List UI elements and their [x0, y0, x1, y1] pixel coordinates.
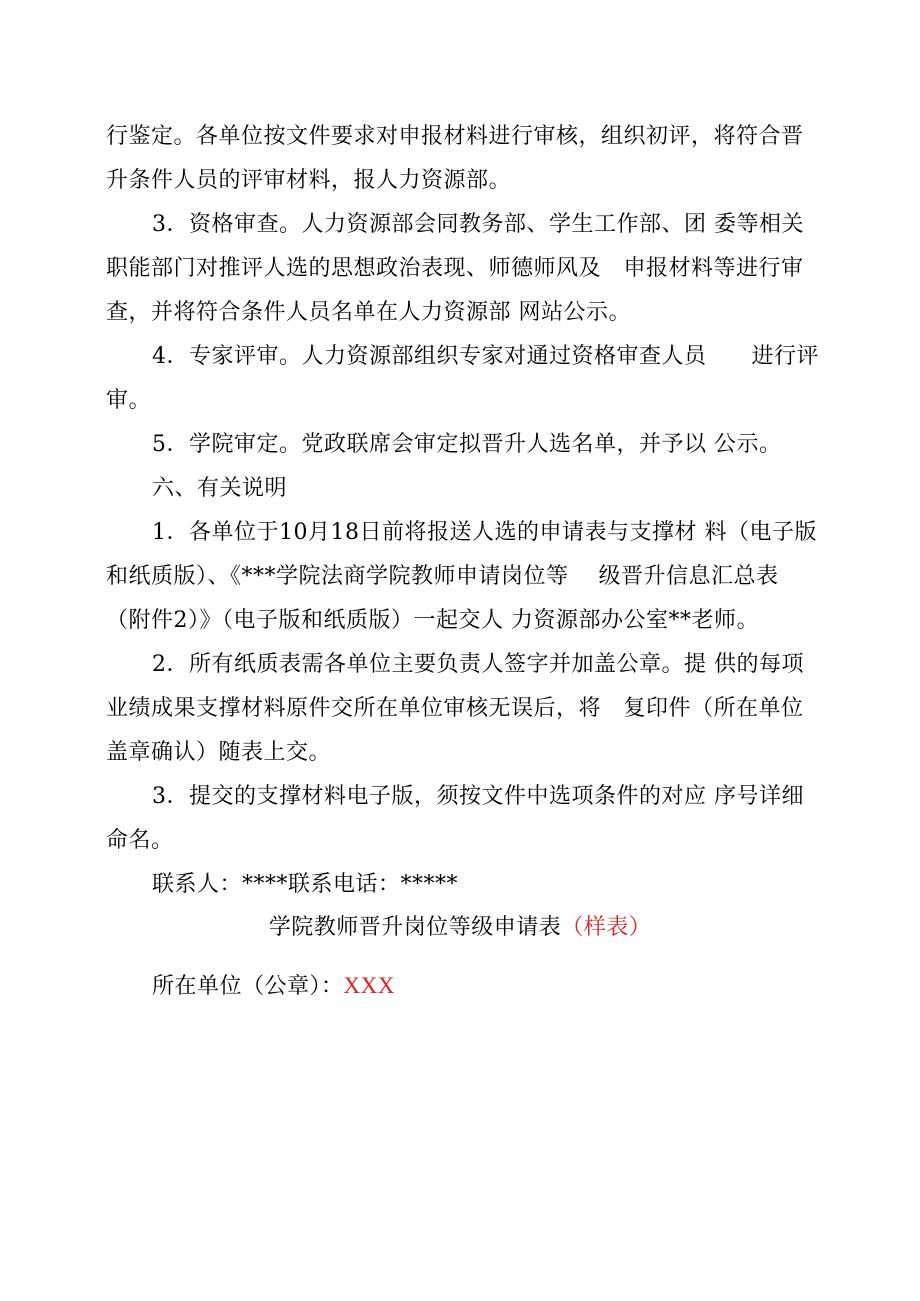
- section-heading: 六、有关说明: [152, 476, 288, 501]
- unit-value: XXX: [343, 973, 395, 998]
- paragraph-line: 1．各单位于10月18日前将报送人选的申请表与支撑材 料（电子版: [152, 520, 817, 545]
- paragraph-line: 审。: [106, 388, 152, 413]
- paragraph-line: 查，并将符合条件人员名单在人力资源部 网站公示。: [106, 300, 631, 325]
- form-title-main: 学院教师晋升岗位等级申请表: [268, 915, 562, 940]
- paragraph-line: 5．学院审定。党政联席会审定拟晋升人选名单，并予以 公示。: [152, 432, 782, 457]
- paragraph-line: 业绩成果支撑材料原件交所在单位审核无误后，将 复印件（所在单位: [106, 696, 804, 721]
- form-title: [0, 912, 920, 944]
- unit-line: [152, 970, 920, 1003]
- paragraph-line: 2．所有纸质表需各单位主要负责人签字并加盖公章。提 供的每项: [152, 652, 804, 677]
- paragraph-line: 4．专家评审。人力资源部组织专家对通过资格审查人员 进行评: [152, 344, 819, 369]
- paragraph-line: 3．资格审查。人力资源部会同教务部、学生工作部、团 委等相关: [152, 212, 804, 237]
- paragraph-line: 盖章确认）随表上交。: [106, 740, 332, 765]
- paragraph-line: 行鉴定。各单位按文件要求对申报材料进行审核，组织初评，将符合晋: [106, 124, 804, 149]
- paragraph-line: （附件2）》（电子版和纸质版）一起交人 力资源部办公室**老师。: [106, 608, 759, 633]
- unit-label: 所在单位（公章）：: [152, 974, 344, 999]
- paragraph-line: 职能部门对推评人选的思想政治表现、师德师风及 申报材料等进行审: [106, 256, 804, 281]
- paragraph-line: 3．提交的支撑材料电子版，须按文件中选项条件的对应 序号详细: [152, 784, 804, 809]
- paragraph-line: 命名。: [106, 828, 174, 853]
- contact-line: 联系人：****联系电话：*****: [152, 872, 459, 897]
- sample-label: （样表）: [561, 915, 652, 940]
- paragraph-line: 和纸质版）、《***学院法商学院教师申请岗位等 级晋升信息汇总表: [106, 564, 779, 589]
- paragraph-line: 升条件人员的评审材料，报人力资源部。: [106, 168, 512, 193]
